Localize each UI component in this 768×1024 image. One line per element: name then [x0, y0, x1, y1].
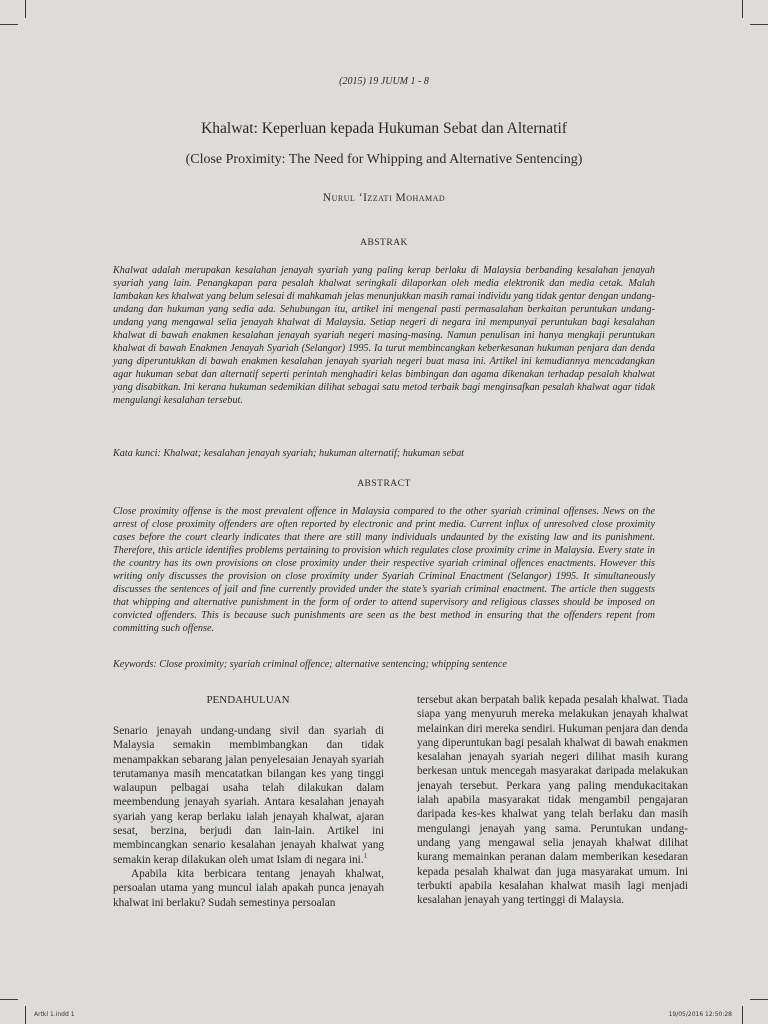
crop-mark-bottom-right-h — [750, 999, 768, 1000]
crop-mark-bottom-right — [742, 1006, 743, 1024]
crop-mark-top-right — [742, 0, 743, 18]
right-column — [417, 693, 688, 907]
abstract-heading: ABSTRACT — [357, 479, 411, 489]
crop-mark-bottom-left-h — [0, 999, 18, 1000]
intro-paragraph-2: Apabila kita berbicara tentang jenayah khalwat, persoalan utama yang muncul ialah apakah punca jenayah khalwat ini berlaku? Sudah semestinya persoalan — [113, 867, 384, 909]
abstract-keywords: Keywords: Close proximity; syariah criminal offence; alternative sentencing; whipping sentence — [113, 659, 507, 670]
abstrak-keywords: Kata kunci: Khalwat; kesalahan jenayah syariah; hukuman alternatif; hukuman sebat — [113, 448, 465, 459]
print-slug-file: Artkl 1.indd 1 — [34, 1011, 75, 1018]
author-name: Nurul ‘Izzati Mohamad — [322, 192, 446, 204]
crop-mark-top-right-h — [750, 24, 768, 25]
article-title: Khalwat: Keperluan kepada Hukuman Sebat dan Alternatif — [201, 120, 567, 137]
abstrak-body: Khalwat adalah merupakan kesalahan jenayah syariah yang paling kerap berlaku di Malaysia berbanding kesalahan jenayah syariah yang lain. Penangkapan para pesalah khalwat seringkali dilaporkan oleh media elektronik dan media cetak. Malah lambakan kes khalwat yang belum selesai di mahkamah jelas menunjukkan masih ramai individu yang tidak gentar dengan undang-undang dan hukuman yang sedia ada. Sehubungan itu, artikel ini mengenal pasti permasalahan berkaitan peruntukan undang-undang yang mengawal selia jenayah khalwat di Malaysia. Setiap negeri di negara ini mempunyai peruntukan bagi kesalahan khalwat di bawah enakmen kesalahan jenayah syariah negeri masing-masing. Namun penulisan ini hanya mengkaji peruntukan khalwat di bawah Enakmen Jenayah Syariah (Selangor) 1995. Ia turut membincangkan keberkesanan hukuman penjara dan denda yang diperuntukkan di bawah enakmen kesalahan jenayah syariah negeri buat masa ini. Artikel ini kemudiannya mencadangkan agar hukuman sebat dan alternatif seperti perintah menghadiri kelas bimbingan dan agama dikenakan terhadap pesalah khalwat yang disabitkan. Ini kerana hukuman sedemikian dilihat sebagai satu metod terbaik bagi menginsafkan pesalah khalwat agar tidak mengulangi kesalahan tersebut. — [113, 265, 655, 407]
intro-column-2-text: tersebut akan berpatah balik kepada pesalah khalwat. Tiada siapa yang menyuruh mereka melakukan jenayah khalwat melainkan diri mereka sendiri. Hukuman penjara dan denda yang diperuntukan bagi pesalah khalwat di bawah enakmen kesalahan jenayah syariah negeri dilihat masih kurang berkesan untuk mencegah masyarakat daripada melakukan jenayah tersebut. Perkara yang paling mendukacitakan ialah apabila masyarakat tidak mengambil pengajaran daripada kes-kes khalwat yang telah berlaku dan masih mengulangi jenayah yang sama. Peruntukan undang-undang yang mengawal selia jenayah khalwat dilihat kurang memainkan peranan dalam memberikan kesedaran kepada pesalah khalwat dan juga masyarakat umum. Ini terbukti apabila kesalahan khalwat masih lagi menjadi kesalahan jenayah yang tertinggi di Malaysia. — [417, 694, 688, 907]
crop-mark-top-left-h — [0, 24, 18, 25]
crop-mark-top-left — [25, 0, 26, 18]
intro-paragraph-1 — [113, 724, 384, 867]
print-slug-date: 19/05/2016 12:50:28 — [668, 1011, 732, 1018]
section-heading-pendahuluan: PENDAHULUAN — [206, 694, 290, 706]
journal-header: (2015) 19 JUUM 1 - 8 — [339, 76, 429, 87]
abstrak-heading: ABSTRAK — [360, 238, 408, 248]
footnote-marker[interactable]: 1 — [363, 851, 368, 860]
intro-paragraph-1-text: Senario jenayah undang-undang sivil dan syariah di Malaysia semakin membimbangkan dan tidak menampakkan sebarang jalan penyelesaian Jenayah syariah terutamanya masih mencatatkan bilangan kes yang tinggi walaupun pelbagai usaha telah dilakukan dalam meembendung jenayah syariah. Antara kesalahan jenayah syariah yang kerap berlaku ialah jenayah khalwat, ajaran sesat, berzina, berjudi dan lain-lain. Artikel ini membincangkan senario kesalahan jenayah khalwat yang semakin kerap dilakukan oleh umat Islam di negara ini. — [113, 725, 384, 866]
crop-mark-bottom-left — [25, 1006, 26, 1024]
article-subtitle: (Close Proximity: The Need for Whipping and Alternative Sentencing) — [185, 152, 583, 167]
left-column — [113, 724, 384, 910]
abstract-body: Close proximity offense is the most prevalent offence in Malaysia compared to the other syariah criminal offenses. News on the arrest of close proximity offenders are often reported by electronic and print media. Current influx of unresolved close proximity cases before the court clearly indicates that there are still many individuals undaunted by the existing law and its punishment. Therefore, this article identifies problems pertaining to provision which regulates close proximity crime in Malaysia. Every state in the country has its own provisions on close proximity under their respective syariah criminal offences enactments. However this writing only discusses the provision on close proximity under Syariah Criminal Enactment (Selangor) 1995. It simultaneously discusses the sentences of jail and fine currently provided under the state’s syariah criminal enactment. The article then suggests that whipping and alternative punishment in the form of order to attend supervisory and religious classes should be imposed on convicted offenders. This is because such punishments are seen as the best method in ensuring that the offenders repent from committing such offense. — [113, 506, 655, 635]
